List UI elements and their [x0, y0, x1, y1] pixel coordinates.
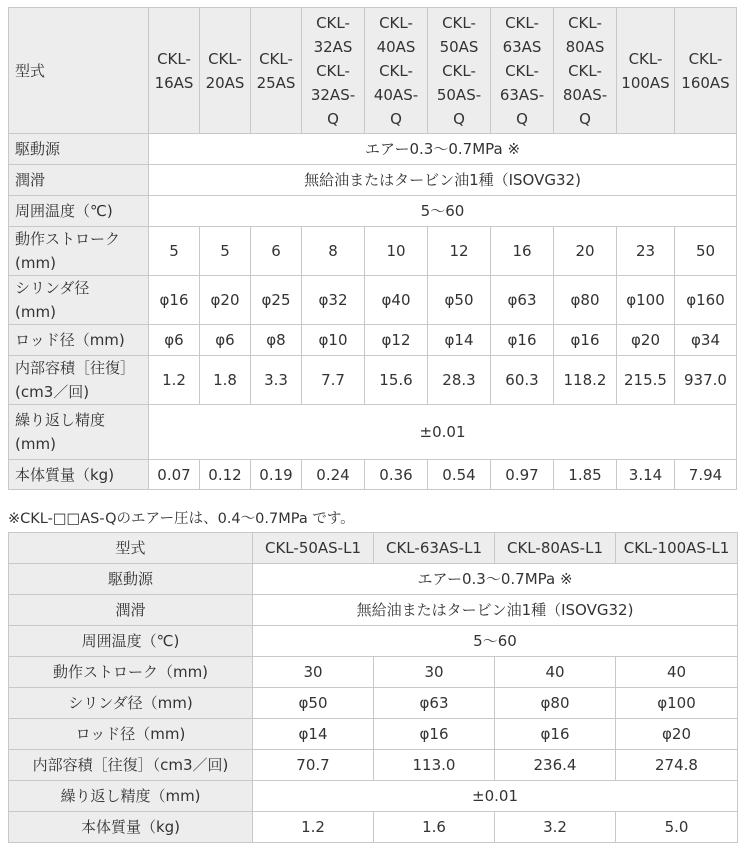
spec-row — [9, 750, 738, 781]
value-cell: φ100 — [616, 688, 738, 719]
value-cell: 12 — [428, 227, 491, 276]
value-cell: φ50 — [428, 276, 491, 325]
header-label: 型式 — [9, 8, 149, 134]
spanned-value: 5〜60 — [253, 626, 738, 657]
row-label: 動作ストローク (mm) — [9, 227, 149, 276]
model-name: CKL- 20AS — [200, 8, 251, 134]
row-label: 潤滑 — [9, 165, 149, 196]
model-name: CKL-63AS-L1 — [374, 533, 495, 564]
spec-table-ckl-as — [8, 7, 737, 490]
value-cell: 0.07 — [149, 460, 200, 490]
footnote: ※CKL-□□AS-Qのエアー圧は、0.4〜0.7MPa です。 — [8, 511, 355, 527]
value-cell: φ20 — [200, 276, 251, 325]
value-cell: 6 — [251, 227, 302, 276]
value-cell: 16 — [491, 227, 554, 276]
value-cell: 50 — [675, 227, 737, 276]
value-cell: φ6 — [149, 325, 200, 356]
spec-row — [9, 134, 737, 165]
model-name: CKL- 32AS CKL- 32AS- Q — [302, 8, 365, 134]
row-label: シリンダ径（mm) — [9, 688, 253, 719]
spanned-value: 無給油またはタービン油1種（ISOVG32) — [253, 595, 738, 626]
value-cell: 215.5 — [617, 356, 675, 405]
row-label: 周囲温度（℃) — [9, 196, 149, 227]
value-cell: φ50 — [253, 688, 374, 719]
model-name: CKL- 100AS — [617, 8, 675, 134]
spanned-value: 5〜60 — [149, 196, 737, 227]
value-cell: 5 — [200, 227, 251, 276]
spec-row — [9, 595, 738, 626]
value-cell: φ80 — [495, 688, 616, 719]
value-cell: 1.8 — [200, 356, 251, 405]
value-cell: 1.2 — [253, 812, 374, 843]
value-cell: 7.94 — [675, 460, 737, 490]
value-cell: 1.6 — [374, 812, 495, 843]
spec-row — [9, 657, 738, 688]
row-label: 潤滑 — [9, 595, 253, 626]
value-cell: φ8 — [251, 325, 302, 356]
row-label: 周囲温度（℃) — [9, 626, 253, 657]
value-cell: 30 — [253, 657, 374, 688]
model-name: CKL- 80AS CKL- 80AS- Q — [554, 8, 617, 134]
row-label: 内部容積［往復］ (cm3／回) — [9, 356, 149, 405]
row-label: 駆動源 — [9, 564, 253, 595]
value-cell: 0.24 — [302, 460, 365, 490]
model-name: CKL- 50AS CKL- 50AS- Q — [428, 8, 491, 134]
row-label: 動作ストローク（mm) — [9, 657, 253, 688]
value-cell: 20 — [554, 227, 617, 276]
value-cell: φ20 — [617, 325, 675, 356]
spec-row — [9, 812, 738, 843]
spec-row — [9, 405, 737, 460]
row-label: ロッド径（mm) — [9, 325, 149, 356]
row-label: 本体質量（kg) — [9, 812, 253, 843]
value-cell: 0.19 — [251, 460, 302, 490]
spec-row — [9, 688, 738, 719]
value-cell: 274.8 — [616, 750, 738, 781]
value-cell: 0.36 — [365, 460, 428, 490]
model-name: CKL- 160AS — [675, 8, 737, 134]
spanned-value: エアー0.3〜0.7MPa ※ — [149, 134, 737, 165]
value-cell: 3.3 — [251, 356, 302, 405]
value-cell: φ16 — [495, 719, 616, 750]
spec-row — [9, 356, 737, 405]
spanned-value: 無給油またはタービン油1種（ISOVG32) — [149, 165, 737, 196]
value-cell: φ80 — [554, 276, 617, 325]
value-cell: 1.2 — [149, 356, 200, 405]
row-label: 駆動源 — [9, 134, 149, 165]
value-cell: φ40 — [365, 276, 428, 325]
model-name: CKL- 16AS — [149, 8, 200, 134]
value-cell: 60.3 — [491, 356, 554, 405]
value-cell: 3.2 — [495, 812, 616, 843]
row-label: 繰り返し精度（mm) — [9, 781, 253, 812]
value-cell: φ25 — [251, 276, 302, 325]
row-label: 繰り返し精度 (mm) — [9, 405, 149, 460]
value-cell: 118.2 — [554, 356, 617, 405]
value-cell: 5.0 — [616, 812, 738, 843]
row-label: 本体質量（kg) — [9, 460, 149, 490]
value-cell: φ16 — [374, 719, 495, 750]
value-cell: 23 — [617, 227, 675, 276]
model-name: CKL- 25AS — [251, 8, 302, 134]
value-cell: 937.0 — [675, 356, 737, 405]
value-cell: 40 — [495, 657, 616, 688]
value-cell: 113.0 — [374, 750, 495, 781]
model-name: CKL-100AS-L1 — [616, 533, 738, 564]
value-cell: 40 — [616, 657, 738, 688]
value-cell: φ14 — [428, 325, 491, 356]
value-cell: φ16 — [149, 276, 200, 325]
value-cell: 0.97 — [491, 460, 554, 490]
value-cell: φ16 — [491, 325, 554, 356]
spec-row — [9, 626, 738, 657]
value-cell: 70.7 — [253, 750, 374, 781]
value-cell: φ63 — [491, 276, 554, 325]
value-cell: φ12 — [365, 325, 428, 356]
row-label: シリンダ径 (mm) — [9, 276, 149, 325]
model-name: CKL- 40AS CKL- 40AS- Q — [365, 8, 428, 134]
value-cell: φ34 — [675, 325, 737, 356]
value-cell: φ16 — [554, 325, 617, 356]
value-cell: φ20 — [616, 719, 738, 750]
value-cell: φ160 — [675, 276, 737, 325]
value-cell: 15.6 — [365, 356, 428, 405]
value-cell: 28.3 — [428, 356, 491, 405]
spec-row — [9, 460, 737, 490]
value-cell: 0.12 — [200, 460, 251, 490]
spanned-value: エアー0.3〜0.7MPa ※ — [253, 564, 738, 595]
value-cell: φ63 — [374, 688, 495, 719]
header-row — [9, 533, 738, 564]
spec-row — [9, 781, 738, 812]
value-cell: 0.54 — [428, 460, 491, 490]
header-row — [9, 8, 737, 134]
spec-row — [9, 227, 737, 276]
value-cell: 236.4 — [495, 750, 616, 781]
value-cell: φ100 — [617, 276, 675, 325]
header-label: 型式 — [9, 533, 253, 564]
spec-row — [9, 564, 738, 595]
model-name: CKL-50AS-L1 — [253, 533, 374, 564]
row-label: 内部容積［往復］（cm3／回) — [9, 750, 253, 781]
value-cell: 3.14 — [617, 460, 675, 490]
model-name: CKL- 63AS CKL- 63AS- Q — [491, 8, 554, 134]
spec-row — [9, 325, 737, 356]
spec-row — [9, 276, 737, 325]
value-cell: φ6 — [200, 325, 251, 356]
value-cell: 5 — [149, 227, 200, 276]
value-cell: 1.85 — [554, 460, 617, 490]
spec-table-ckl-as-l1 — [8, 532, 738, 843]
value-cell: 30 — [374, 657, 495, 688]
spec-row — [9, 165, 737, 196]
spanned-value: ±0.01 — [253, 781, 738, 812]
value-cell: φ10 — [302, 325, 365, 356]
value-cell: 8 — [302, 227, 365, 276]
spec-row — [9, 196, 737, 227]
value-cell: φ32 — [302, 276, 365, 325]
spec-row — [9, 719, 738, 750]
value-cell: 10 — [365, 227, 428, 276]
value-cell: 7.7 — [302, 356, 365, 405]
model-name: CKL-80AS-L1 — [495, 533, 616, 564]
spanned-value: ±0.01 — [149, 405, 737, 460]
row-label: ロッド径（mm) — [9, 719, 253, 750]
value-cell: φ14 — [253, 719, 374, 750]
